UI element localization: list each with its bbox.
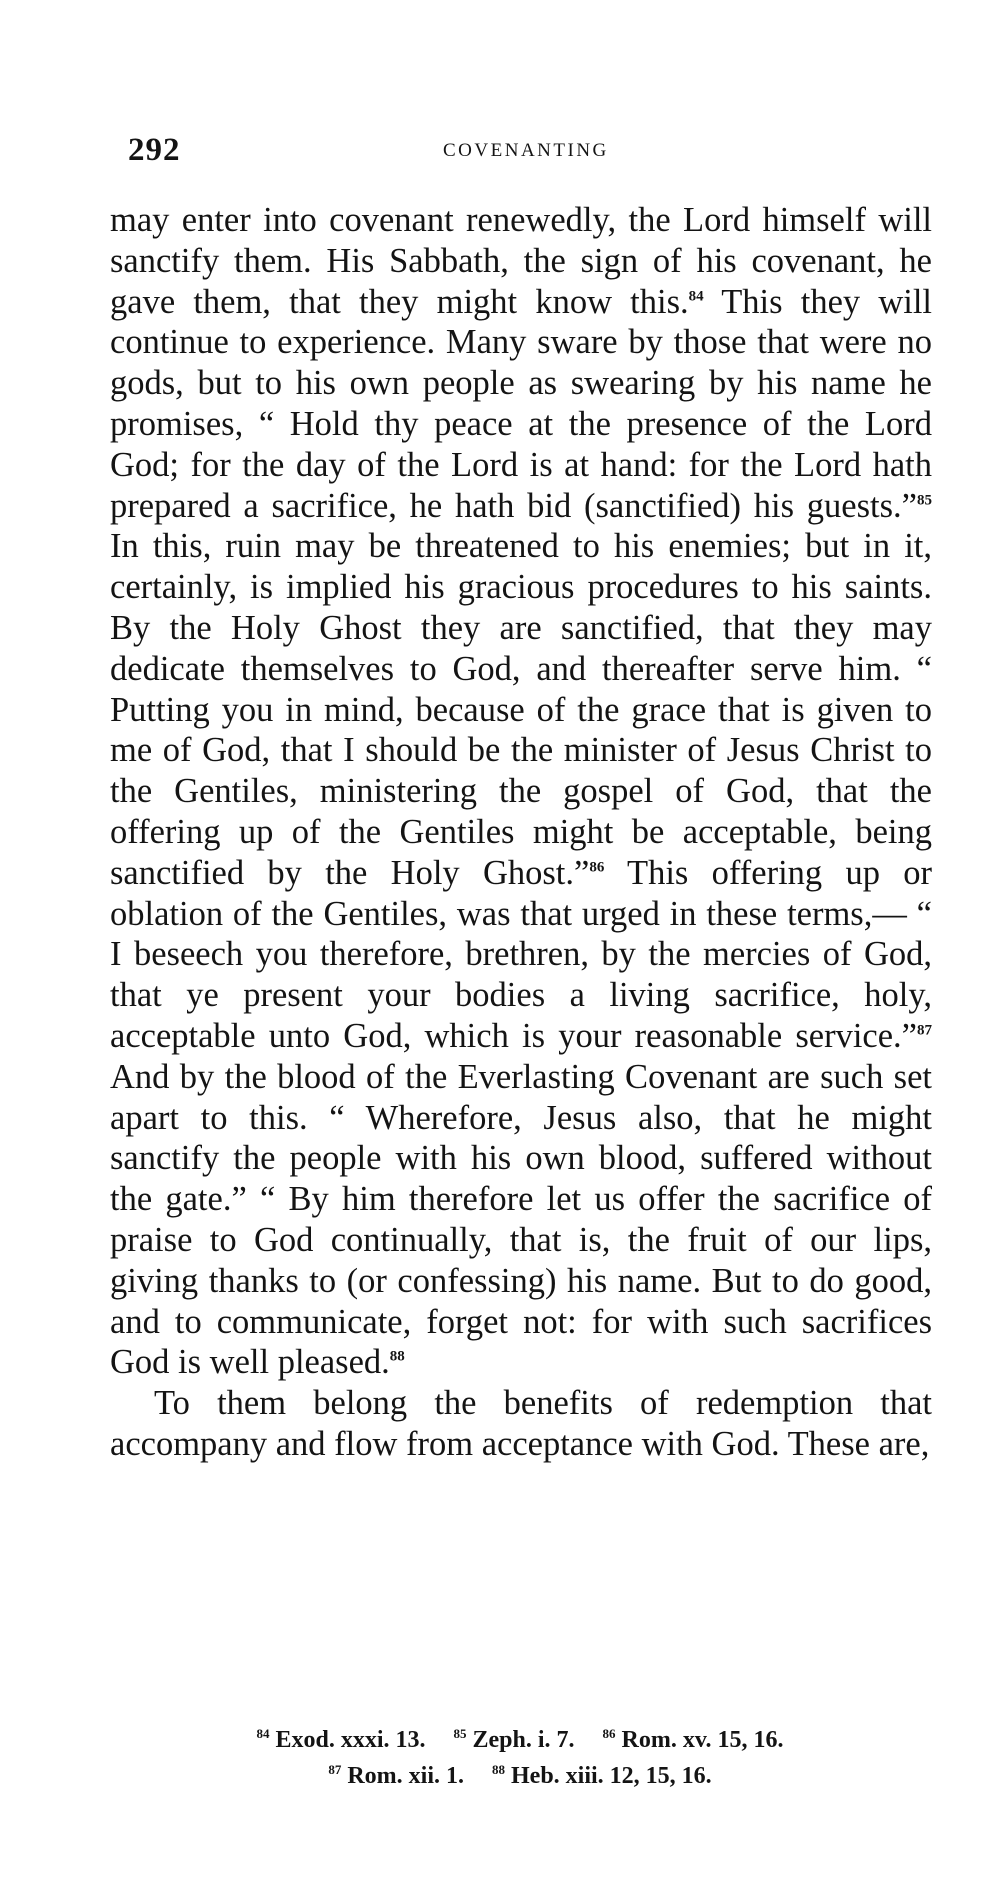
footnote-number: 87 bbox=[328, 1762, 342, 1777]
footnote-84 bbox=[256, 1727, 425, 1753]
footnote-reference: Rom. xv. 15, 16. bbox=[621, 1727, 784, 1753]
page-number: 292 bbox=[128, 132, 181, 168]
paragraph-1-text-1: may enter into covenant renewedly, the Lord himself will sanctify them. His Sabbath, the sign of his covenant, he gave them, that they might know this. bbox=[110, 201, 932, 321]
footnote-marker-87: 87 bbox=[917, 1022, 932, 1039]
paragraph-1-text-5: And by the blood of the Everlasting Covenant are such set apart to this. “ Wherefore, Jesus also, that he might sanctify the people with his own blood, suffered without the gate.” “ By him therefore let us offer the sacrifice of praise to God continually, that is, the fruit of our lips, giving thanks to (or confessing) his name. But to do good, and to communicate, forget not: for with such sacrifices God is well pleased. bbox=[110, 1057, 932, 1382]
footnote-reference: Zeph. i. 7. bbox=[472, 1727, 575, 1753]
paragraph-1-text-2: This they will continue to experience. Many sware by those that were no gods, but to his own people as swearing by his name he promises, “ Hold thy peace at the presence of the Lord God; for the day of the Lord is at hand: for the Lord hath prepared a sacrifice, he hath bid (sanctified) his guests.” bbox=[110, 282, 933, 525]
footnote-number: 86 bbox=[602, 1726, 616, 1741]
footnote-reference: Heb. xiii. 12, 15, 16. bbox=[511, 1763, 712, 1789]
footnote-number: 88 bbox=[492, 1762, 505, 1777]
body-text bbox=[110, 200, 932, 1465]
paragraph-2: To them belong the benefits of redemption that accompany and flow from acceptance with God. These are, bbox=[110, 1384, 932, 1463]
footnote-marker-88: 88 bbox=[389, 1348, 405, 1365]
footnote-line-2 bbox=[120, 1758, 920, 1794]
footnote-number: 85 bbox=[453, 1726, 467, 1741]
footnote-marker-85: 85 bbox=[917, 492, 932, 509]
footnote-88 bbox=[492, 1763, 712, 1789]
paragraph-1-text-4: This offering up or oblation of the Gentiles, was that urged in these terms,— “ I beseech you therefore, brethren, by the mercies of God, that ye present your bodies a living sacrifice, holy, acceptable unto God, which is your reasonable service.” bbox=[110, 853, 932, 1055]
running-title: COVENANTING bbox=[443, 140, 609, 161]
paragraph-1-text-3: In this, ruin may be threatened to his enemies; but in it, certainly, is implied his gracious procedures to his saints. By the Holy Ghost they are sanctified, that they may dedicate themselves to God, and thereafter serve him. “ Putting you in mind, because of the grace that is given to me of God, that I should be the minister of Jesus Christ to the Gentiles, ministering the gospel of God, that the offering up of the Gentiles might be acceptable, being sanctified by the Holy Ghost.” bbox=[110, 527, 932, 892]
footnotes bbox=[120, 1722, 920, 1794]
footnote-marker-84: 84 bbox=[688, 288, 704, 305]
footnote-86 bbox=[603, 1727, 784, 1753]
footnote-marker-86: 86 bbox=[589, 859, 605, 876]
footnote-85 bbox=[454, 1727, 575, 1753]
footnote-number: 84 bbox=[256, 1726, 270, 1741]
footnote-reference: Rom. xii. 1. bbox=[347, 1763, 464, 1789]
footnote-line-1 bbox=[120, 1722, 920, 1758]
paragraph-1 bbox=[110, 200, 932, 1383]
footnote-reference: Exod. xxxi. 13. bbox=[275, 1727, 426, 1753]
footnote-87 bbox=[328, 1763, 464, 1789]
page-header bbox=[128, 132, 928, 172]
